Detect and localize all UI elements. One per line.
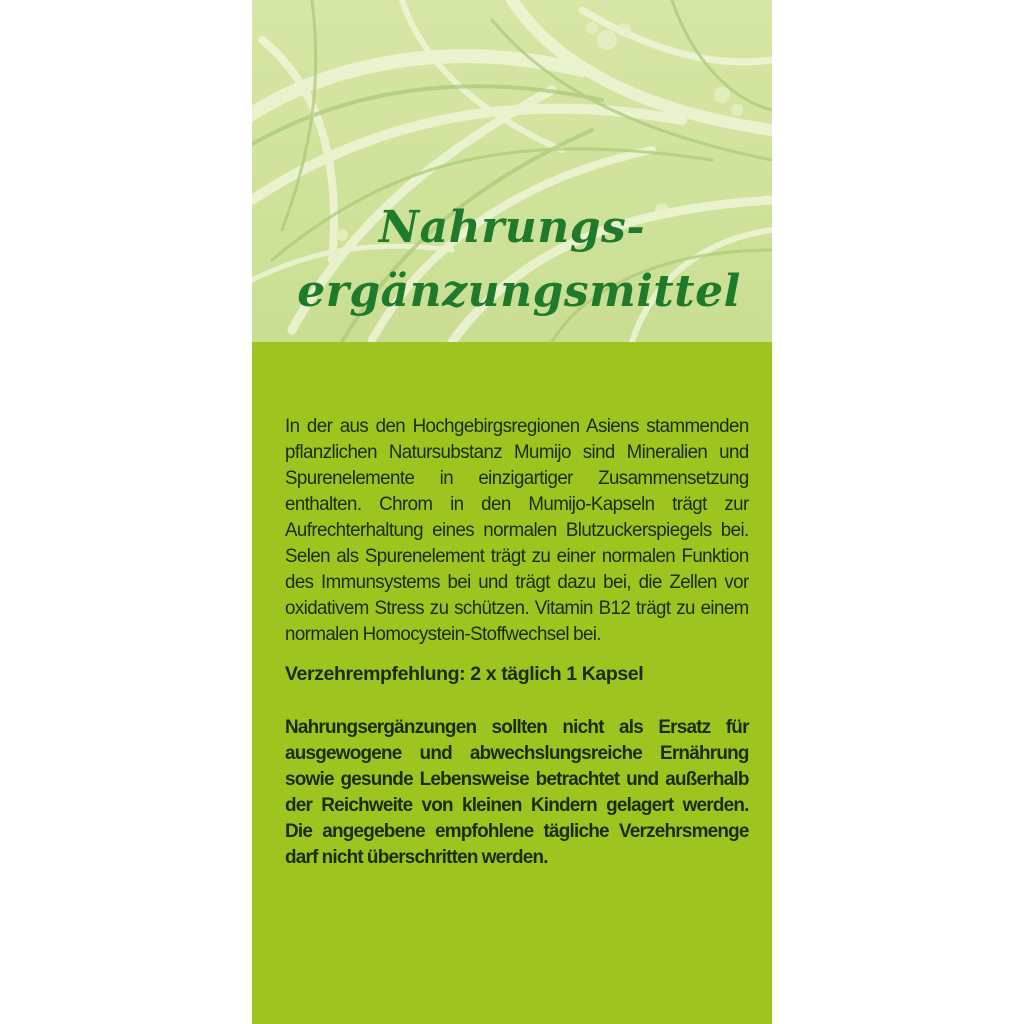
product-category-title bbox=[252, 196, 772, 324]
supplement-warning: Nahrungsergänzungen sollten nicht als Ersatz für ausgewogene und abwechslungsreiche Ernährung sowie gesunde Lebensweise betrachtet und außerhalb der Reichweite von kleinen Kindern gelagert werden. Die angegebene empfohlene tägliche Verzehrsmenge darf nicht überschritten werden. bbox=[285, 716, 749, 868]
title-line-1: Nahrungs- bbox=[378, 202, 646, 253]
leaflet-panel bbox=[252, 0, 772, 1024]
title-line-2: ergänzungsmittel bbox=[297, 266, 741, 317]
dosage-recommendation: Verzehrempfehlung: 2 x täglich 1 Kapsel bbox=[285, 663, 644, 685]
product-description: In der aus den Hochgebirgsregionen Asiens stammenden pflanzlichen Natursubstanz Mumijo sind Mineralien und Spurenelemente in einzigartiger Zusammensetzung enthalten. Chrom in den Mumijo-Kapseln trägt zur Aufrechterhaltung eines normalen Blutzuckerspiegels bei. Selen als Spurenelement trägt zu einer normalen Funktion des Immunsystems bei und trägt dazu bei, die Zellen vor oxidativem Stress zu schützen. Vitamin B12 trägt zu einem normalen Homocystein-Stoffwechsel bei. bbox=[285, 415, 749, 645]
leaflet-text bbox=[285, 413, 749, 870]
plant-photo-header bbox=[252, 0, 772, 342]
